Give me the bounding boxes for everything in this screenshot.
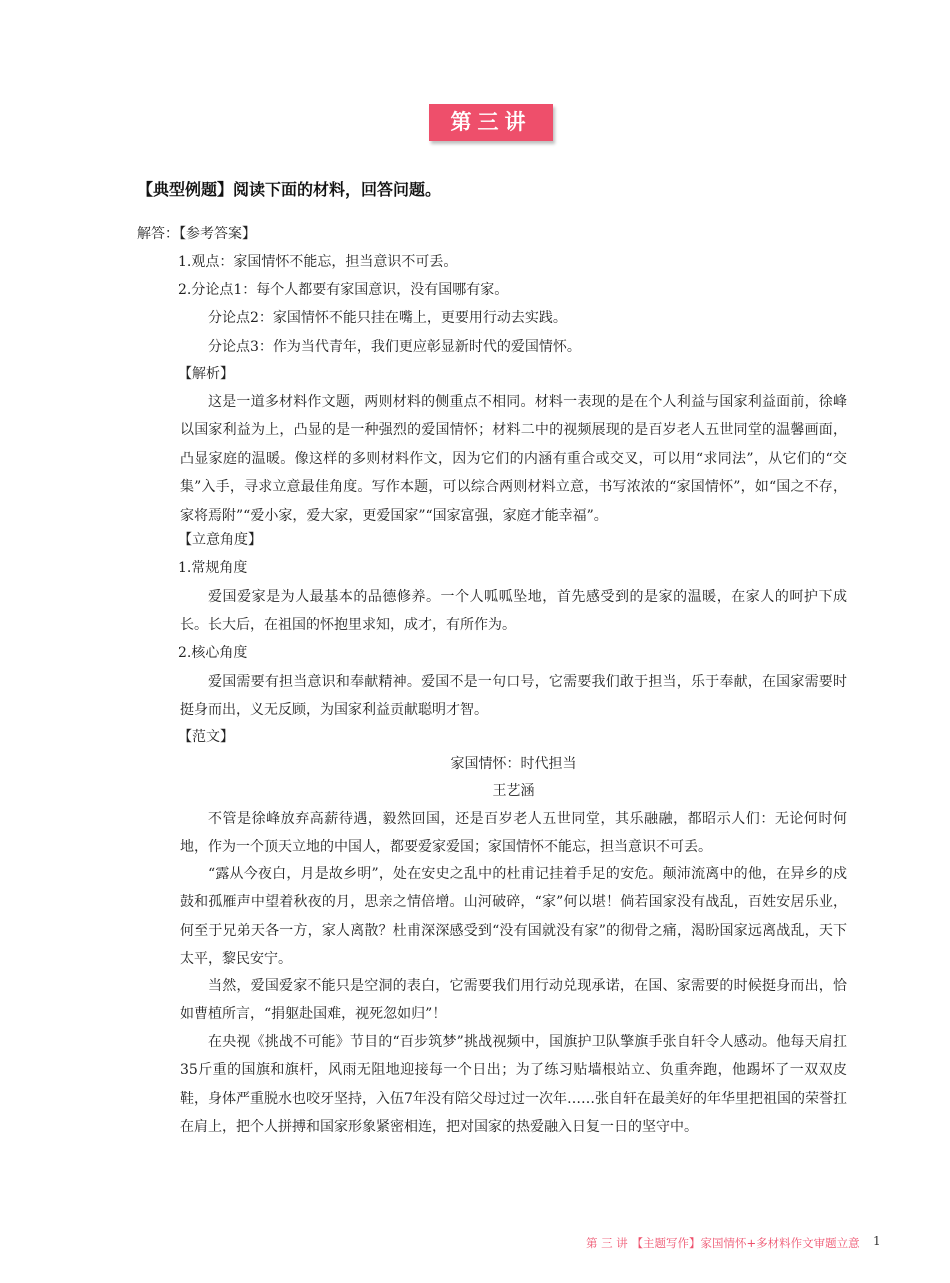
- lecture-banner: 第三讲: [429, 104, 553, 141]
- essay-paragraph-4: 在央视《挑战不可能》节目的“百步筑梦”挑战视频中，国旗护卫队擎旗手张自轩令人感动。他每天肩扛35斤重的国旗和旗杆，风雨无阻地迎接每一个日出；为了练习贴墙根站立、负重奔跑，他踢坏了一双双皮鞋，身体严重脱水也咬牙坚持，入伍7年没有陪父母过过一次年……张自轩在最美好的年华里把祖国的荣誉扛在肩上，把个人拼搏和国家形象紧密相连，把对国家的热爱融入日复一日的坚守中。: [180, 1034, 847, 1136]
- section-heading: 【典型例题】阅读下面的材料，回答问题。: [137, 180, 442, 199]
- angle1-label: 1.常规角度: [178, 560, 248, 576]
- sub-argument-3: 分论点3：作为当代青年，我们更应彰显新时代的爱国情怀。: [208, 339, 581, 355]
- angle2-text: 爱国需要有担当意识和奉献精神。爱国不是一句口号，它需要我们敢于担当，乐于奉献，在国家需要时挺身而出，义无反顾，为国家利益贡献聪明才智。: [180, 674, 847, 719]
- analysis-label: 【解析】: [178, 366, 234, 382]
- answer-label: 解答：【参考答案】: [137, 226, 256, 242]
- essay-author: 王艺涵: [492, 783, 535, 799]
- sub-argument-1: 2.分论点1：每个人都要有家国意识，没有国哪有家。: [178, 282, 509, 298]
- essay-paragraph-1: 不管是徐峰放弃高薪待遇，毅然回国，还是百岁老人五世同堂，其乐融融，都昭示人们：无论何时何地，作为一个顶天立地的中国人，都要爱家爱国；家国情怀不能忘，担当意识不可丢。: [180, 811, 847, 856]
- angle-label: 【立意角度】: [178, 532, 262, 548]
- analysis-text: 这是一道多材料作文题，两则材料的侧重点不相同。材料一表现的是在个人利益与国家利益面前，徐峰以国家利益为上，凸显的是一种强烈的爱国情怀；材料二中的视频展现的是百岁老人五世同堂的温馨画面，凸显家庭的温暖。像这样的多则材料作文，因为它们的内涵有重合或交叉，可以用“求同法”，从它们的“交集”入手，寻求立意最佳角度。写作本题，可以综合两则材料立意，书写浓浓的“家国情怀”，如“国之不存，家将焉附”“爱小家，爱大家，更爱国家”“国家富强，家庭才能幸福”。: [180, 394, 847, 524]
- sub-argument-2: 分论点2：家国情怀不能只挂在嘴上，更要用行动去实践。: [208, 310, 567, 326]
- page-number: 1: [873, 1234, 881, 1248]
- page-footer: 第 三 讲 【主题写作】家国情怀+多材料作文审题立意: [586, 1236, 860, 1250]
- essay-paragraph-2: “露从今夜白，月是故乡明”，处在安史之乱中的杜甫记挂着手足的安危。颠沛流离中的他，在异乡的戍鼓和孤雁声中望着秋夜的月，思亲之情倍增。山河破碎，“家”何以堪！倘若国家没有战乱，百姓安居乐业，何至于兄弟天各一方，家人离散？杜甫深深感受到“没有国就没有家”的彻骨之痛，渴盼国家远离战乱，天下太平，黎民安宁。: [180, 866, 847, 968]
- essay-label: 【范文】: [178, 729, 234, 745]
- viewpoint: 1.观点：家国情怀不能忘，担当意识不可丢。: [178, 254, 458, 270]
- angle2-label: 2.核心角度: [178, 645, 248, 661]
- angle1-text: 爱国爱家是为人最基本的品德修养。一个人呱呱坠地，首先感受到的是家的温暖，在家人的呵护下成长。长大后，在祖国的怀抱里求知，成才，有所作为。: [180, 589, 847, 634]
- essay-title: 家国情怀：时代担当: [450, 756, 577, 772]
- essay-paragraph-3: 当然，爱国爱家不能只是空洞的表白，它需要我们用行动兑现承诺，在国、家需要的时候挺身而出，恰如曹植所言，“捐躯赴国难，视死忽如归”！: [180, 978, 847, 1023]
